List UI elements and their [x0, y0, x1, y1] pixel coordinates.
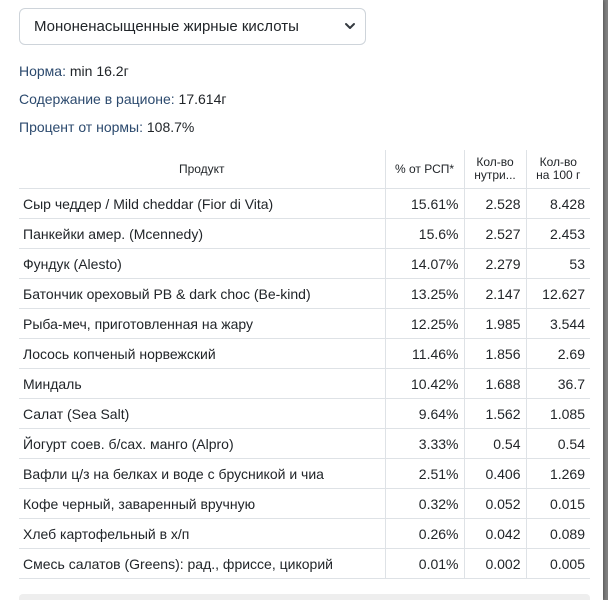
norm-value: min 16.2г [69, 63, 129, 79]
table-row [19, 429, 590, 459]
table-row [19, 549, 590, 579]
per100-cell: 0.089 [526, 519, 590, 549]
chevron-down-icon [343, 19, 357, 33]
table-row [19, 489, 590, 519]
product-name-cell: Миндаль [19, 369, 385, 399]
header-qty[interactable] [464, 150, 526, 189]
qty-cell: 2.279 [464, 249, 526, 279]
products-table [19, 150, 590, 579]
table-row [19, 249, 590, 279]
product-name-cell: Рыба-меч, приготовленная на жару [19, 309, 385, 339]
pct-cell: 15.6% [385, 219, 464, 249]
per100-cell: 2.69 [526, 339, 590, 369]
per100-cell: 1.269 [526, 459, 590, 489]
table-row [19, 459, 590, 489]
norm-line [19, 63, 129, 79]
qty-cell: 1.856 [464, 339, 526, 369]
per100-cell: 53 [526, 249, 590, 279]
qty-cell: 0.052 [464, 489, 526, 519]
product-name-cell: Вафли ц/з на белках и воде с брусникой и чиа [19, 459, 385, 489]
pct-cell: 2.51% [385, 459, 464, 489]
product-name-cell: Фундук (Alesto) [19, 249, 385, 279]
qty-cell: 0.002 [464, 549, 526, 579]
nutrient-select-value: Мононенасыщенные жирные кислоты [34, 18, 299, 35]
percent-line [19, 119, 194, 135]
pct-cell: 0.32% [385, 489, 464, 519]
product-name-cell: Батончик ореховый PB & dark choc (Be-kind) [19, 279, 385, 309]
header-qty-line2: нутри... [474, 169, 516, 182]
per100-cell: 0.005 [526, 549, 590, 579]
qty-cell: 2.528 [464, 189, 526, 219]
pct-cell: 12.25% [385, 309, 464, 339]
per100-cell: 8.428 [526, 189, 590, 219]
nutrient-select[interactable] [19, 8, 366, 45]
qty-cell: 1.562 [464, 399, 526, 429]
pct-cell: 11.46% [385, 339, 464, 369]
pct-cell: 15.61% [385, 189, 464, 219]
table-header-row [19, 150, 590, 189]
header-pct[interactable]: % от РСП* [385, 150, 464, 189]
content-line [19, 91, 226, 107]
header-per100[interactable] [526, 150, 590, 189]
product-name-cell: Салат (Sea Salt) [19, 399, 385, 429]
per100-cell: 3.544 [526, 309, 590, 339]
per100-cell: 1.085 [526, 399, 590, 429]
pct-cell: 0.26% [385, 519, 464, 549]
qty-cell: 0.042 [464, 519, 526, 549]
per100-cell: 0.54 [526, 429, 590, 459]
percent-label: Процент от нормы: [19, 119, 143, 135]
product-name-cell: Панкейки амер. (Mcennedy) [19, 219, 385, 249]
norm-label: Норма: [19, 63, 66, 79]
table-row [19, 309, 590, 339]
next-section-edge [19, 594, 590, 600]
pct-cell: 10.42% [385, 369, 464, 399]
per100-cell: 36.7 [526, 369, 590, 399]
qty-cell: 0.54 [464, 429, 526, 459]
qty-cell: 2.147 [464, 279, 526, 309]
header-product[interactable]: Продукт [19, 150, 385, 189]
header-qty-line1: Кол-во [476, 156, 514, 169]
qty-cell: 1.985 [464, 309, 526, 339]
table-row [19, 339, 590, 369]
product-name-cell: Лосось копченый норвежский [19, 339, 385, 369]
qty-cell: 0.406 [464, 459, 526, 489]
header-per100-line1: Кол-во [539, 156, 577, 169]
table-row [19, 189, 590, 219]
content-value: 17.614г [178, 91, 227, 107]
header-per100-line2: на 100 г [536, 169, 581, 182]
content-label: Содержание в рационе: [19, 91, 175, 107]
product-name-cell: Смесь салатов (Greens): рад., фриссе, цикорий [19, 549, 385, 579]
pct-cell: 9.64% [385, 399, 464, 429]
pct-cell: 0.01% [385, 549, 464, 579]
pct-cell: 14.07% [385, 249, 464, 279]
pct-cell: 13.25% [385, 279, 464, 309]
per100-cell: 12.627 [526, 279, 590, 309]
qty-cell: 2.527 [464, 219, 526, 249]
table-row [19, 369, 590, 399]
product-name-cell: Кофе черный, заваренный вручную [19, 489, 385, 519]
table-row [19, 219, 590, 249]
table-row [19, 279, 590, 309]
product-name-cell: Йогурт соев. б/сах. манго (Alpro) [19, 429, 385, 459]
per100-cell: 2.453 [526, 219, 590, 249]
table-row [19, 399, 590, 429]
table-row [19, 519, 590, 549]
per100-cell: 0.015 [526, 489, 590, 519]
product-name-cell: Хлеб картофельный в х/п [19, 519, 385, 549]
pct-cell: 3.33% [385, 429, 464, 459]
product-name-cell: Сыр чеддер / Mild cheddar (Fior di Vita) [19, 189, 385, 219]
qty-cell: 1.688 [464, 369, 526, 399]
percent-value: 108.7% [146, 119, 195, 135]
